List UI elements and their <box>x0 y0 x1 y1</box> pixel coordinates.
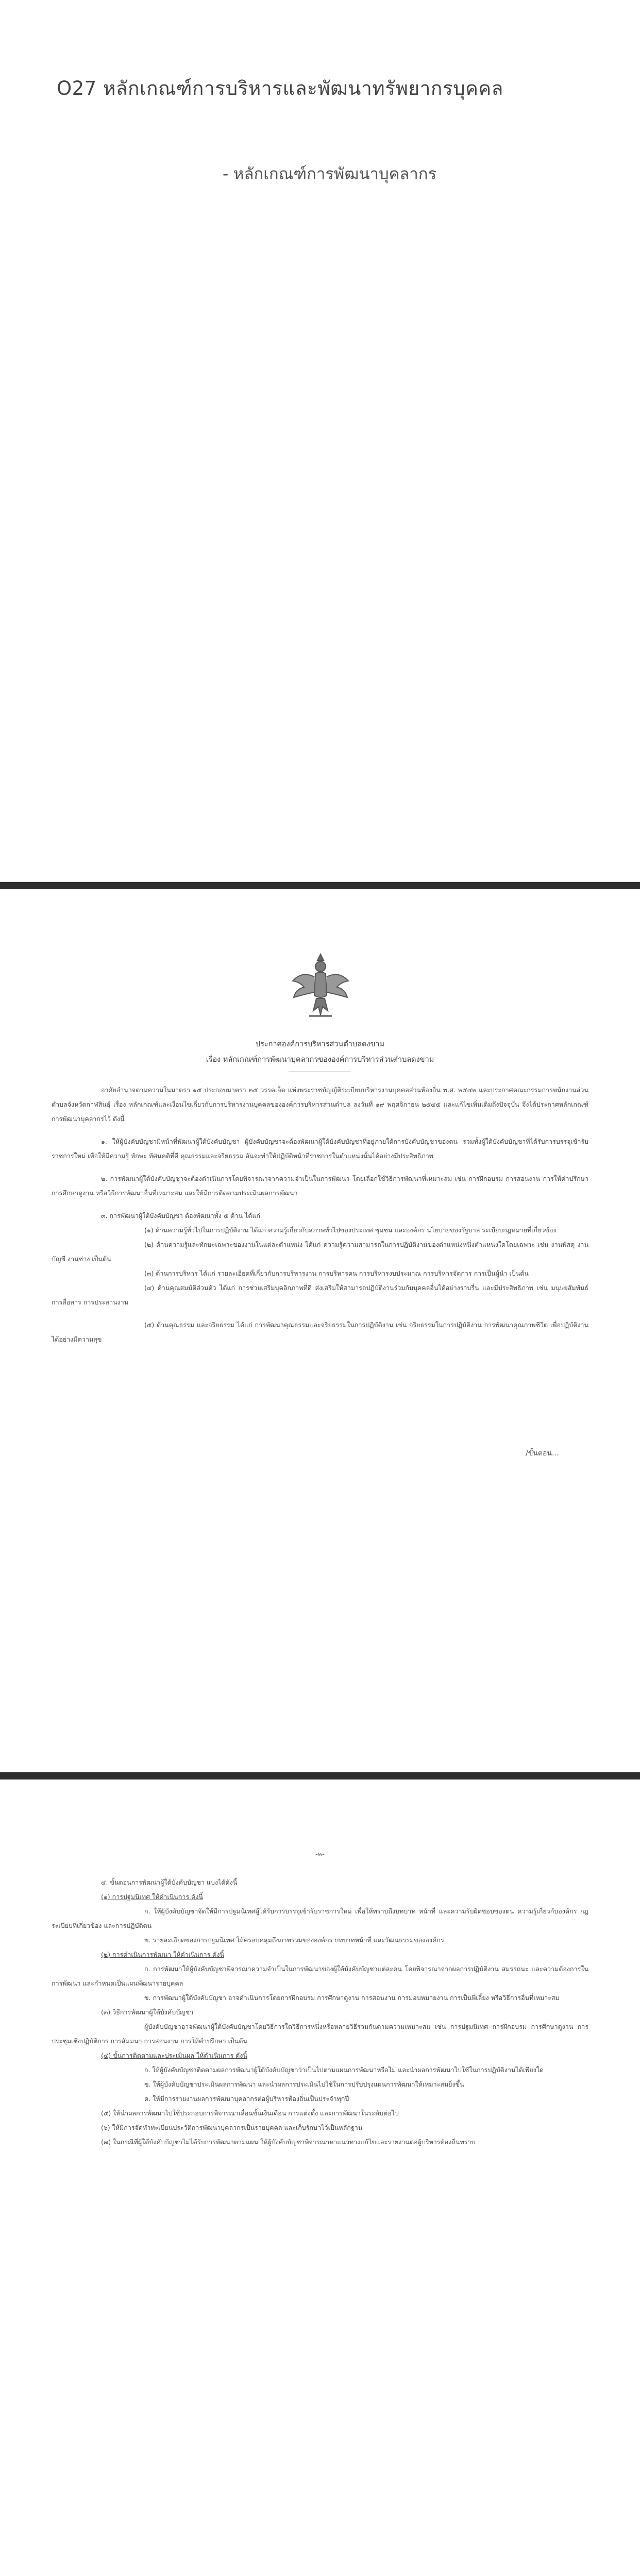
step-line: (๗) ในกรณีที่ผู้ใต้บังคับบัญชาไม่ได้รับการพัฒนาตามแผน ให้ผู้บังคับบัญชาพิจารณาหาแนวทางแก้ไขและรายงานต่อผู้บริหารท้องถิ่นทราบ <box>101 2138 476 2146</box>
page-subtitle: - หลักเกณฑ์การพัฒนาบุคลากร <box>223 165 437 183</box>
clause-3-5: (๕) ด้านคุณธรรม และจริยธรรม ได้แก่ การพัฒนาคุณธรรมและจริยธรรมในการปฏิบัติงาน เช่น จริยธรรมในการปฏิบัติงาน การพัฒนาคุณภาพชีวิต เพื่อปฏิบัติงานได้อย่างมีความสุข <box>52 1321 588 1343</box>
step-development: (๒) การดำเนินการพัฒนา ให้ดำเนินการ ดังนี้ <box>101 1951 225 1958</box>
page-divider <box>0 1772 640 1780</box>
step-line: ค. ให้มีการรายงานผลการพัฒนาบุคลากรต่อผู้บริหารท้องถิ่นเป็นประจำทุกปี <box>144 2095 349 2103</box>
document-page-2 <box>0 1783 640 2576</box>
step-line: (๕) ให้นำผลการพัฒนาไปใช้ประกอบการพิจารณาเลื่อนขั้นเงินเดือน การแต่งตั้ง และการพัฒนาในระดับต่อไป <box>101 2109 399 2117</box>
step-line: ข. ให้ผู้บังคับบัญชาประเมินผลการพัฒนา และนำผลการประเมินไปใช้ในการปรับปรุงแผนการพัฒนาให้เหมาะสมยิ่งขึ้น <box>144 2080 464 2088</box>
step-line: (๖) ให้มีการจัดทำทะเบียนประวัติการพัฒนาบุคลากรเป็นรายบุคคล และเก็บรักษาไว้เป็นหลักฐาน <box>101 2124 363 2131</box>
step-line: ข. การพัฒนาผู้ใต้บังคับบัญชา อาจดำเนินการโดยการฝึกอบรม การศึกษาดูงาน การสอนงาน การมอบหมายงาน การเป็นพี่เลี้ยง หรือวิธีการอื่นที่เหมาะสม <box>144 1994 560 2002</box>
step-orientation: (๑) การปฐมนิเทศ ให้ดำเนินการ ดังนี้ <box>101 1893 203 1901</box>
continuation-note: /ขั้นตอน... <box>526 1449 559 1458</box>
page-title: O27 หลักเกณฑ์การบริหารและพัฒนาทรัพยากรบุคคล <box>57 77 503 99</box>
step-line: ผู้บังคับบัญชาอาจพัฒนาผู้ใต้บังคับบัญชาโดยวิธีการใดวิธีการหนึ่งหรือหลายวิธีรวมกันตามความเหมาะสม เช่น การปฐมนิเทศ การฝึกอบรม การศึกษาดูงาน การประชุมเชิงปฏิบัติการ การสัมมนา การสอนงาน การให้คำปรึกษา เป็นต้น <box>52 2023 588 2045</box>
garuda-emblem-icon <box>289 948 352 1025</box>
clause-3-1: (๑) ด้านความรู้ทั่วไปในการปฏิบัติงาน ได้แก่ ความรู้เกี่ยวกับสภาพทั่วไปของประเทศ ชุมชน และองค์กร นโยบายของรัฐบาล ระเบียบกฎหมายที่เกี่ยวข้อง <box>144 1226 557 1234</box>
clause-3-3: (๓) ด้านการบริหาร ได้แก่ รายละเอียดที่เกี่ยวกับการบริหารงาน การบริหารคน การบริหารงบประมาณ การบริหารจัดการ การเป็นผู้นำ เป็นต้น <box>144 1269 529 1277</box>
step-evaluation: (๔) ขั้นการติดตามและประเมินผล ให้ดำเนินการ ดังนี้ <box>101 2052 247 2059</box>
document-body-2 <box>52 1875 588 2149</box>
page-divider <box>0 882 640 889</box>
document-page-1 <box>0 896 640 1762</box>
step-line: ก. ให้ผู้บังคับบัญชาติดตามผลการพัฒนาผู้ใต้บังคับบัญชาว่าเป็นไปตามแผนการพัฒนาหรือไม่ และนำผลการพัฒนาไปใช้ในการปฏิบัติงานได้เพียงใด <box>144 2066 544 2074</box>
step-line: ก. การพัฒนาให้ผู้บังคับบัญชาพิจารณาความจำเป็นในการพัฒนาของผู้ใต้บังคับบัญชาแต่ละคน โดยพิจารณาจากผลการปฏิบัติงาน สมรรถนะ และความต้องการในการพัฒนา และกำหนดเป็นแผนพัฒนารายบุคคล <box>52 1965 588 1987</box>
step-heading: ๔. ขั้นตอนการพัฒนาผู้ใต้บังคับบัญชา แบ่งได้ดังนี้ <box>101 1878 238 1886</box>
step-methods: (๓) วิธีการพัฒนาผู้ใต้บังคับบัญชา <box>101 2008 194 2016</box>
clause-1: ๑. ให้ผู้บังคับบัญชามีหน้าที่พัฒนาผู้ใต้บังคับบัญชา ผู้บังคับบัญชาจะต้องพัฒนาผู้ใต้บังคับบัญชาที่อยู่ภายใต้การบังคับบัญชาของตน รวมทั้งผู้ใต้บังคับบัญชาที่ได้รับการบรรจุเข้ารับราชการใหม่ เพื่อให้มีความรู้ ทักษะ ทัศนคติที่ดี คุณธรรมและจริยธรรม อันจะทำให้ปฏิบัติหน้าที่ราชการในตำแหน่งนั้นได้อย่างมีประสิทธิภาพ <box>52 1138 588 1160</box>
announcement-heading-1: ประกาศองค์การบริหารส่วนตำบลดงขาม <box>255 1040 385 1048</box>
intro-paragraph: อาศัยอำนาจตามความในมาตรา ๑๕ ประกอบมาตรา ๒๕ วรรคเจ็ด แห่งพระราชบัญญัติระเบียบบริหารงานบุคคลส่วนท้องถิ่น พ.ศ. ๒๕๔๒ และประกาศคณะกรรมการพนักงานส่วนตำบลจังหวัดกาฬสินธุ์ เรื่อง หลักเกณฑ์และเงื่อนไขเกี่ยวกับการบริหารงานบุคคลขององค์การบริหารส่วนตำบล ลงวันที่ ๑๙ พฤศจิกายน ๒๕๔๕ และแก้ไขเพิ่มเติมถึงปัจจุบัน จึงได้ประกาศหลักเกณฑ์การพัฒนาบุคลากรไว้ ดังนี้ <box>52 1086 588 1123</box>
clause-2: ๒. การพัฒนาผู้ใต้บังคับบัญชาจะต้องดำเนินการโดยพิจารณาจากความจำเป็นในการพัฒนา โดยเลือกใช้วิธีการพัฒนาที่เหมาะสม เช่น การฝึกอบรม การสอนงาน การให้คำปรึกษา การศึกษาดูงาน หรือวิธีการพัฒนาอื่นที่เหมาะสม และให้มีการติดตามประเมินผลการพัฒนา <box>52 1175 588 1197</box>
step-line: ข. รายละเอียดของการปฐมนิเทศ ให้ครอบคลุมถึงภาพรวมขององค์กร บทบาทหน้าที่ และวัฒนธรรมขององค์กร <box>144 1936 444 1944</box>
document-body-1 <box>52 1083 588 1347</box>
clause-3-4: (๔) ด้านคุณสมบัติส่วนตัว ได้แก่ การช่วยเสริมบุคลิกภาพที่ดี ส่งเสริมให้สามารถปฏิบัติงานร่วมกับบุคคลอื่นได้อย่างราบรื่น และมีประสิทธิภาพ เช่น มนุษยสัมพันธ์ การสื่อสาร การประสานงาน <box>52 1284 588 1306</box>
page-number: -๒- <box>315 1851 325 1858</box>
step-line: ก. ให้ผู้บังคับบัญชาจัดให้มีการปฐมนิเทศผู้ได้รับการบรรจุเข้ารับราชการใหม่ เพื่อให้ทราบถึงบทบาท หน้าที่ และความรับผิดชอบของตน ความรู้เกี่ยวกับองค์กร กฎระเบียบที่เกี่ยวข้อง และการปฏิบัติตน <box>52 1907 588 1929</box>
clause-3-2: (๒) ด้านความรู้และทักษะเฉพาะของงานในแต่ละตำแหน่ง ได้แก่ ความรู้ความสามารถในการปฏิบัติงานของตำแหน่งหนึ่งตำแหน่งใดโดยเฉพาะ เช่น งานพัสดุ งานบัญชี งานช่าง เป็นต้น <box>52 1241 588 1263</box>
clause-3: ๓. การพัฒนาผู้ใต้บังคับบัญชา ต้องพัฒนาทั้ง ๕ ด้าน ได้แก่ <box>101 1212 261 1219</box>
announcement-heading-2: เรื่อง หลักเกณฑ์การพัฒนาบุคลากรขององค์การบริหารส่วนตำบลดงขาม <box>206 1056 434 1064</box>
